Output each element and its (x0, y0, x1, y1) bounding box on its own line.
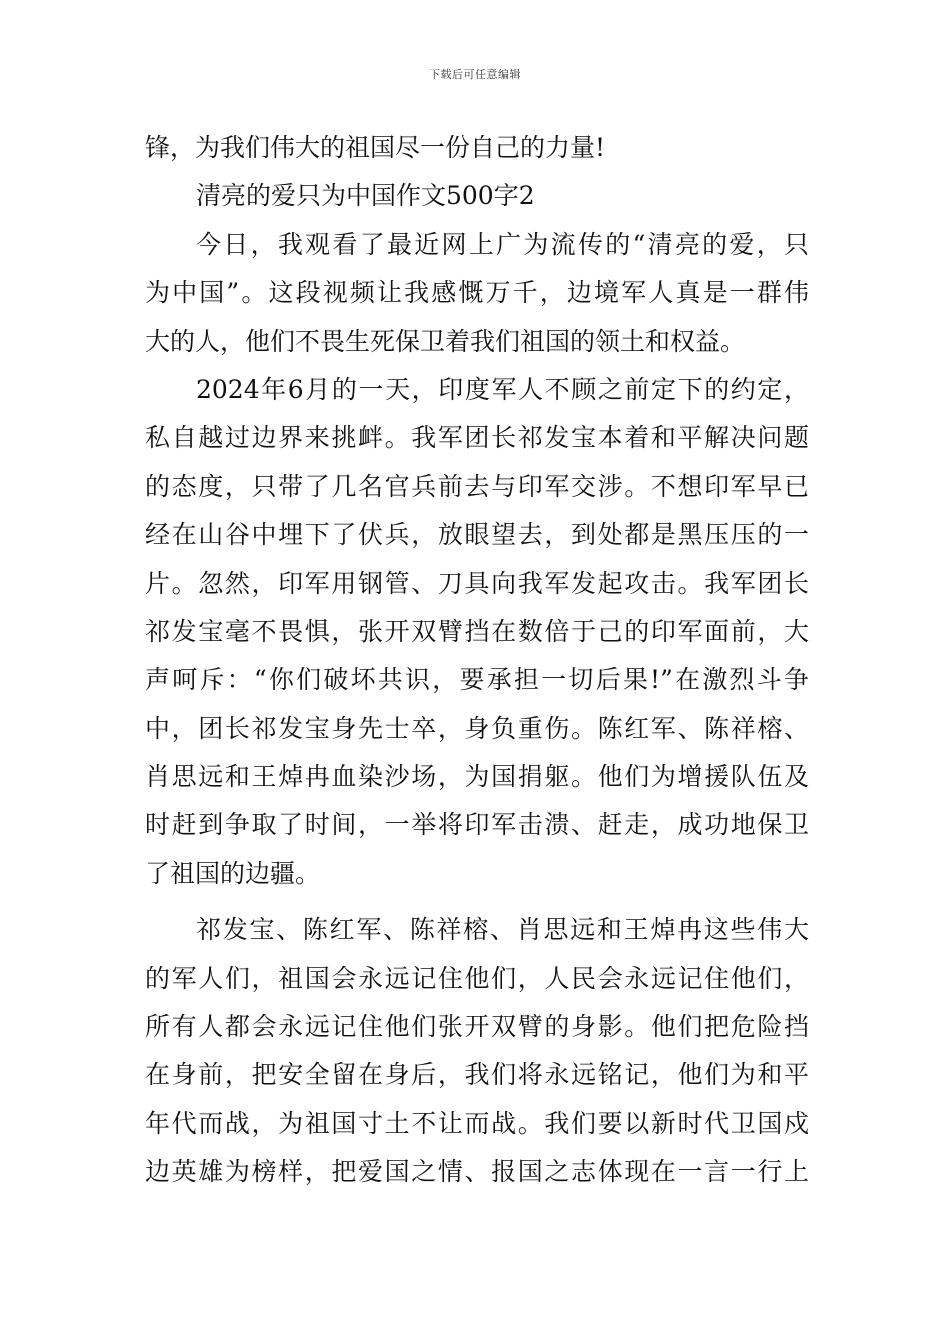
text-line: 锋，为我们伟大的祖国尽一份自己的力量! (145, 133, 606, 162)
text-line: 祁发宝毫不畏惧，张开双臂挡在数倍于己的印军面前，大 (145, 616, 809, 646)
text-line: 今日，我观看了最近网上广为流传的“清亮的爱，只 (196, 229, 809, 259)
text-line: 2024年6月的一天，印度军人不顾之前定下的约定， (196, 374, 809, 404)
text-line: 经在山谷中埋下了伏兵，放眼望去，到处都是黑压压的一 (145, 520, 809, 550)
text-line: 肖思远和王焯冉血染沙场，为国捐躯。他们为增援队伍及 (145, 762, 809, 792)
text-line: 中，团长祁发宝身先士卒，身负重伤。陈红军、陈祥榕、 (145, 713, 809, 743)
text-line: 在身前，把安全留在身后，我们将永远铭记，他们为和平 (145, 1060, 809, 1090)
text-line: 私自越过边界来挑衅。我军团长祁发宝本着和平解决问题 (145, 423, 809, 453)
text-line: 的态度，只带了几名官兵前去与印军交涉。不想印军早已 (145, 471, 809, 501)
page-header: 下载后可任意编辑 (429, 68, 521, 81)
text-line: 的军人们，祖国会永远记住他们，人民会永远记住他们， (145, 963, 809, 993)
text-line: 时赶到争取了时间，一举将印军击溃、赶走，成功地保卫 (145, 810, 809, 840)
body-text (145, 124, 809, 1197)
text-line: 声呵斥：“你们破坏共识，要承担一切后果!”在激烈斗争 (145, 665, 809, 695)
text-line: 边英雄为榜样，把爱国之情、报国之志体现在一言一行上 (145, 1157, 809, 1187)
text-line: 为中国”。这段视频让我感慨万千，边境军人真是一群伟 (145, 278, 809, 308)
text-line: 祁发宝、陈红军、陈祥榕、肖思远和王焯冉这些伟大 (196, 915, 809, 945)
text-line: 所有人都会永远记住他们张开双臂的身影。他们把危险挡 (145, 1012, 809, 1042)
text-line: 片。忽然，印军用钢管、刀具向我军发起攻击。我军团长 (145, 568, 809, 598)
text-line: 大的人，他们不畏生死保卫着我们祖国的领土和权益。 (145, 326, 746, 356)
essay-title: 清亮的爱只为中国作文500字2 (196, 181, 535, 211)
text-line: 年代而战，为祖国寸土不让而战。我们要以新时代卫国戍 (145, 1108, 809, 1138)
text-line: 了祖国的边疆。 (145, 858, 321, 888)
